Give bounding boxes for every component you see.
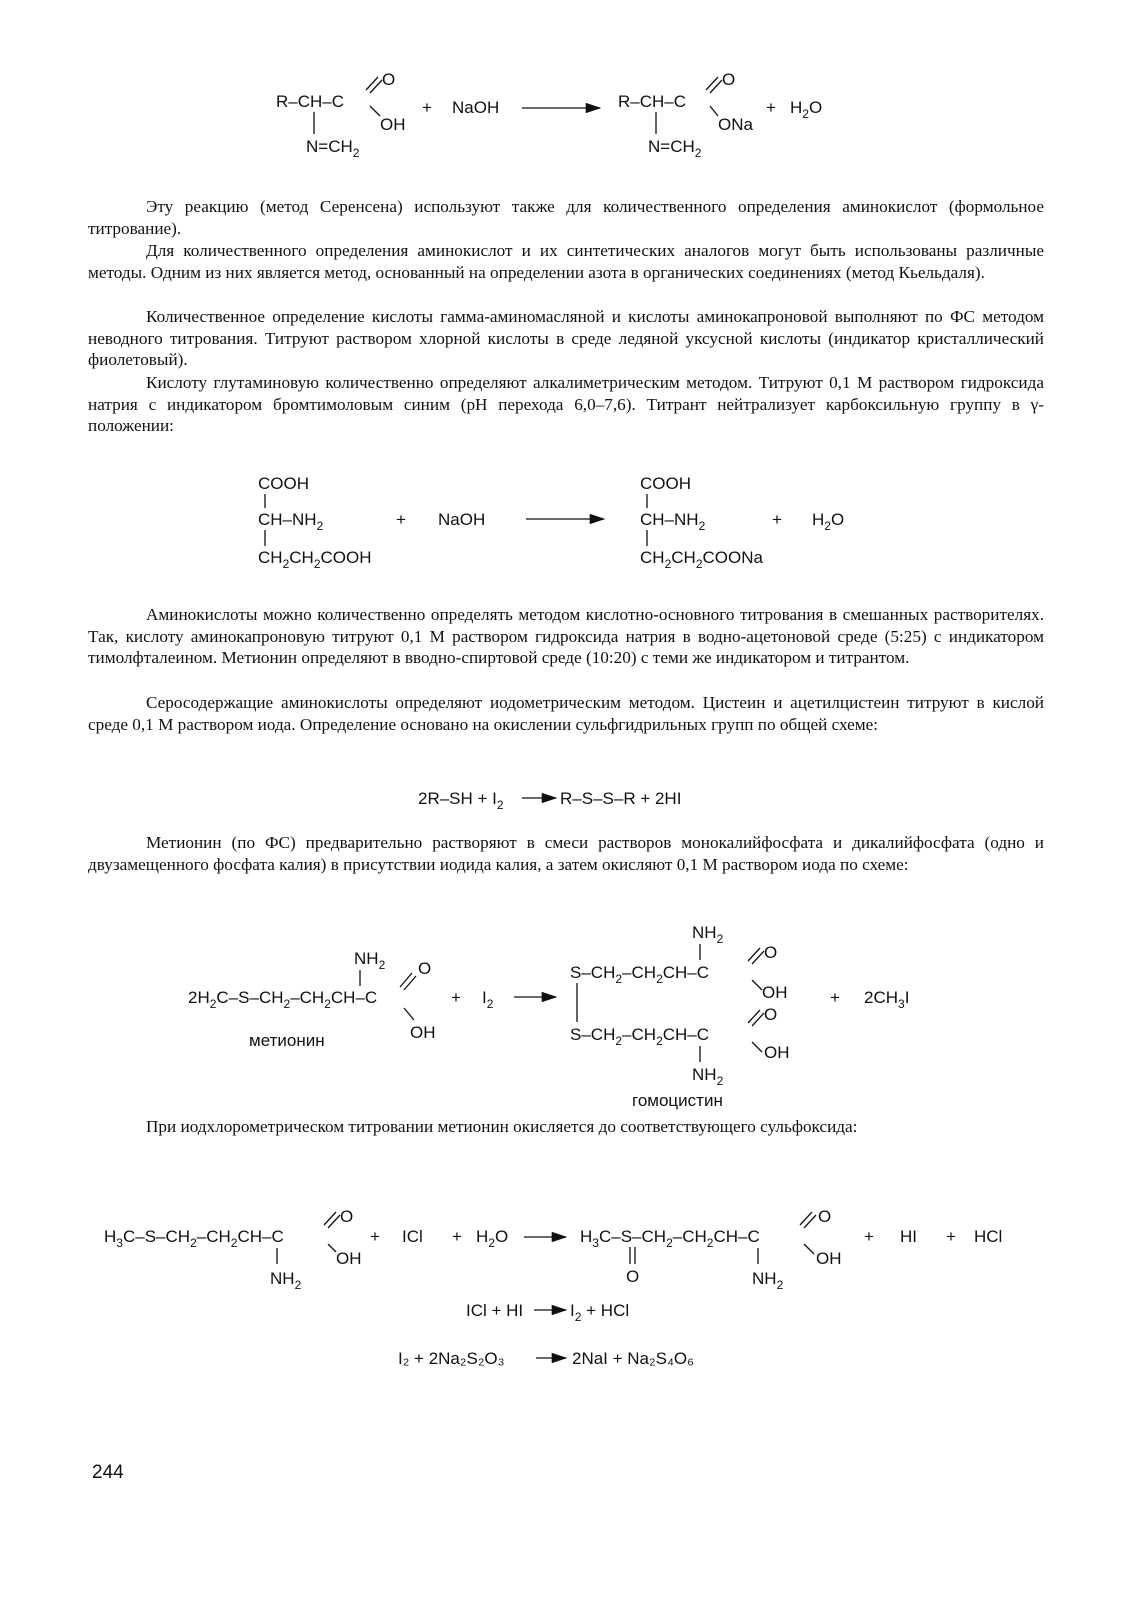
r1-naoh: NaOH bbox=[452, 98, 500, 117]
reaction-iodochlorometry bbox=[104, 1207, 1002, 1292]
r4-plus-2: + bbox=[830, 988, 840, 1007]
r4-top-nh2: $NH_2$ bbox=[692, 923, 724, 946]
r5-icl: ICl bbox=[402, 1227, 423, 1246]
r5-sulfoxide-oxygen: O bbox=[626, 1267, 640, 1286]
r5-left-oxygen: O bbox=[340, 1207, 354, 1226]
r4-bottom-chain: $S-CH_2-CH_2CH-C$ bbox=[570, 1025, 710, 1048]
r1-right-imine: $N=CH_2$ bbox=[648, 137, 702, 160]
r2-plus-1: + bbox=[396, 510, 406, 529]
paragraph-glutamic: Кислоту глутаминовую количественно определяют алкалиметрическим методом. Титруют 0,1 М раствором гидроксида натрия с индикатором бромтимоловым синим (pH перехода 6,0–7,6). Титрант нейтрализует карбоксильную группу в γ-положении: bbox=[88, 373, 1044, 436]
r2-left-chnh2: $CH-NH_2$ bbox=[258, 510, 324, 533]
homocystine-label: гомоцистин bbox=[632, 1091, 723, 1110]
r2-plus-2: + bbox=[772, 510, 782, 529]
r2-left-cooh: COOH bbox=[258, 474, 309, 493]
paragraph-kjeldahl: Для количественного определения аминокислот и их синтетических аналогов могут быть использованы различные методы. Одним из них является метод, основанный на определении азота в органических соединениях (метод Кьельдаля). bbox=[88, 241, 1044, 282]
reaction-methionine-iodine bbox=[188, 923, 909, 1110]
r5-plus-4: + bbox=[946, 1227, 956, 1246]
r7-right: 2NaI + Na₂S₄O₆ bbox=[572, 1349, 694, 1368]
r5-plus-3: + bbox=[864, 1227, 874, 1246]
r2-right-chain: $CH_2CH_2COONa$ bbox=[640, 548, 763, 571]
paragraph-nonaqueous: Количественное определение кислоты гамма-аминомасляной и кислоты аминокапроновой выполняют по ФС методом неводного титрования. Титруют раствором хлорной кислоты в среде ледяной уксусной кислоты (индикатор кристаллический фиолетовый). bbox=[88, 307, 1044, 370]
r4-methyl-iodide: $2CH_3I$ bbox=[864, 988, 910, 1011]
r1-left-oxygen: O bbox=[382, 70, 396, 89]
r5-left-oh: OH bbox=[336, 1249, 362, 1268]
r5-plus-2: + bbox=[452, 1227, 462, 1246]
r1-plus-2: + bbox=[766, 98, 776, 117]
r4-oh: OH bbox=[410, 1023, 436, 1042]
r2-naoh: NaOH bbox=[438, 510, 486, 529]
r4-nh2: $NH_2$ bbox=[354, 949, 386, 972]
r2-right-cooh: COOH bbox=[640, 474, 691, 493]
r1-right-ona: ONa bbox=[718, 115, 753, 134]
methionine-label: метионин bbox=[249, 1031, 325, 1050]
r4-plus-1: + bbox=[451, 988, 461, 1007]
r5-water: $H_2O$ bbox=[476, 1227, 509, 1250]
r4-top-chain: $S-CH_2-CH_2CH-C$ bbox=[570, 963, 710, 986]
r5-right-oxygen: O bbox=[818, 1207, 832, 1226]
reaction-glutamic-acid bbox=[258, 474, 844, 571]
r1-left-oh: OH bbox=[380, 115, 406, 134]
r5-hi: HI bbox=[900, 1227, 917, 1246]
paragraph-mixed-solvents: Аминокислоты можно количественно определять методом кислотно-основного титрования в смешанных растворителях. Так, кислоту аминокапроновую титруют 0,1 М раствором гидроксида натрия в водно-ацетоновой среде (5:25) с индикатором тимолфталеином. Метионин определяют в вводно-спиртовой среде (10:20) с теми же индикатором и титрантом. bbox=[88, 605, 1044, 668]
r2-water: $H_2O$ bbox=[812, 510, 845, 533]
reaction-icl-hi bbox=[466, 1301, 629, 1324]
r3-left: $2R-SH + I_2$ bbox=[418, 789, 504, 812]
paragraph-sorensen: Эту реакцию (метод Серенсена) используют также для количественного определения аминокислот (формольное титрование). bbox=[88, 197, 1044, 238]
r5-reactant: $H_3C-S-CH_2-CH_2CH-C$ bbox=[104, 1227, 284, 1250]
reaction-sorensen bbox=[276, 70, 822, 160]
r1-left-imine: $N=CH_2$ bbox=[306, 137, 360, 160]
r4-bottom-oxygen: O bbox=[764, 1005, 778, 1024]
r6-right: $I_2$ + HCl bbox=[570, 1301, 630, 1324]
reaction-thiosulfate bbox=[398, 1349, 694, 1368]
r4-reactant: $2H_2C-S-CH_2-CH_2CH-C$ bbox=[188, 988, 378, 1011]
paragraph-methionine: Метионин (по ФС) предварительно растворяют в смеси растворов монокалийфосфата и дикалийфосфата (одно и двузамещенного фосфата калия) в присутствии иодида калия, а затем окисляют 0,1 М раствором иода по схеме: bbox=[88, 833, 1044, 874]
r5-right-oh: OH bbox=[816, 1249, 842, 1268]
r5-right-nh2: $NH_2$ bbox=[752, 1269, 784, 1292]
r2-right-chnh2: $CH-NH_2$ bbox=[640, 510, 706, 533]
r5-left-nh2: $NH_2$ bbox=[270, 1269, 302, 1292]
r4-top-oxygen: O bbox=[764, 943, 778, 962]
page-number: 244 bbox=[92, 1462, 124, 1483]
r1-left-chain: R–CH–C bbox=[276, 92, 345, 111]
r6-left: ICl + HI bbox=[466, 1301, 524, 1320]
r2-left-chain: $CH_2CH_2COOH$ bbox=[258, 548, 372, 571]
r4-oxygen: O bbox=[418, 959, 432, 978]
paragraph-iodometry: Серосодержащие аминокислоты определяют иодометрическим методом. Цистеин и ацетилцистеин титруют в кислой среде 0,1 М раствором иода. Определение основано на окислении сульфгидрильных групп по общей схеме: bbox=[88, 693, 1044, 734]
r5-product: $H_3C-S-CH_2-CH_2CH-C$ bbox=[580, 1227, 760, 1250]
r4-top-oh: OH bbox=[762, 983, 788, 1002]
r3-right: R–S–S–R + 2HI bbox=[560, 789, 682, 808]
r4-bottom-oh: OH bbox=[764, 1043, 790, 1062]
r4-iodine: $I_2$ bbox=[482, 988, 494, 1011]
r1-water: $H_2O$ bbox=[790, 98, 823, 121]
r1-right-chain: R–CH–C bbox=[618, 92, 687, 111]
r4-bottom-nh2: $NH_2$ bbox=[692, 1065, 724, 1088]
r7-left: I₂ + 2Na₂S₂O₃ bbox=[398, 1349, 505, 1368]
reaction-thiol-oxidation bbox=[418, 789, 681, 812]
r5-hcl: HCl bbox=[974, 1227, 1003, 1246]
r5-plus-1: + bbox=[370, 1227, 380, 1246]
r1-plus-1: + bbox=[422, 98, 432, 117]
paragraph-sulfoxide: При иодхлорометрическом титровании метионин окисляется до соответствующего сульфоксида: bbox=[146, 1117, 858, 1136]
r1-right-oxygen: O bbox=[722, 70, 736, 89]
